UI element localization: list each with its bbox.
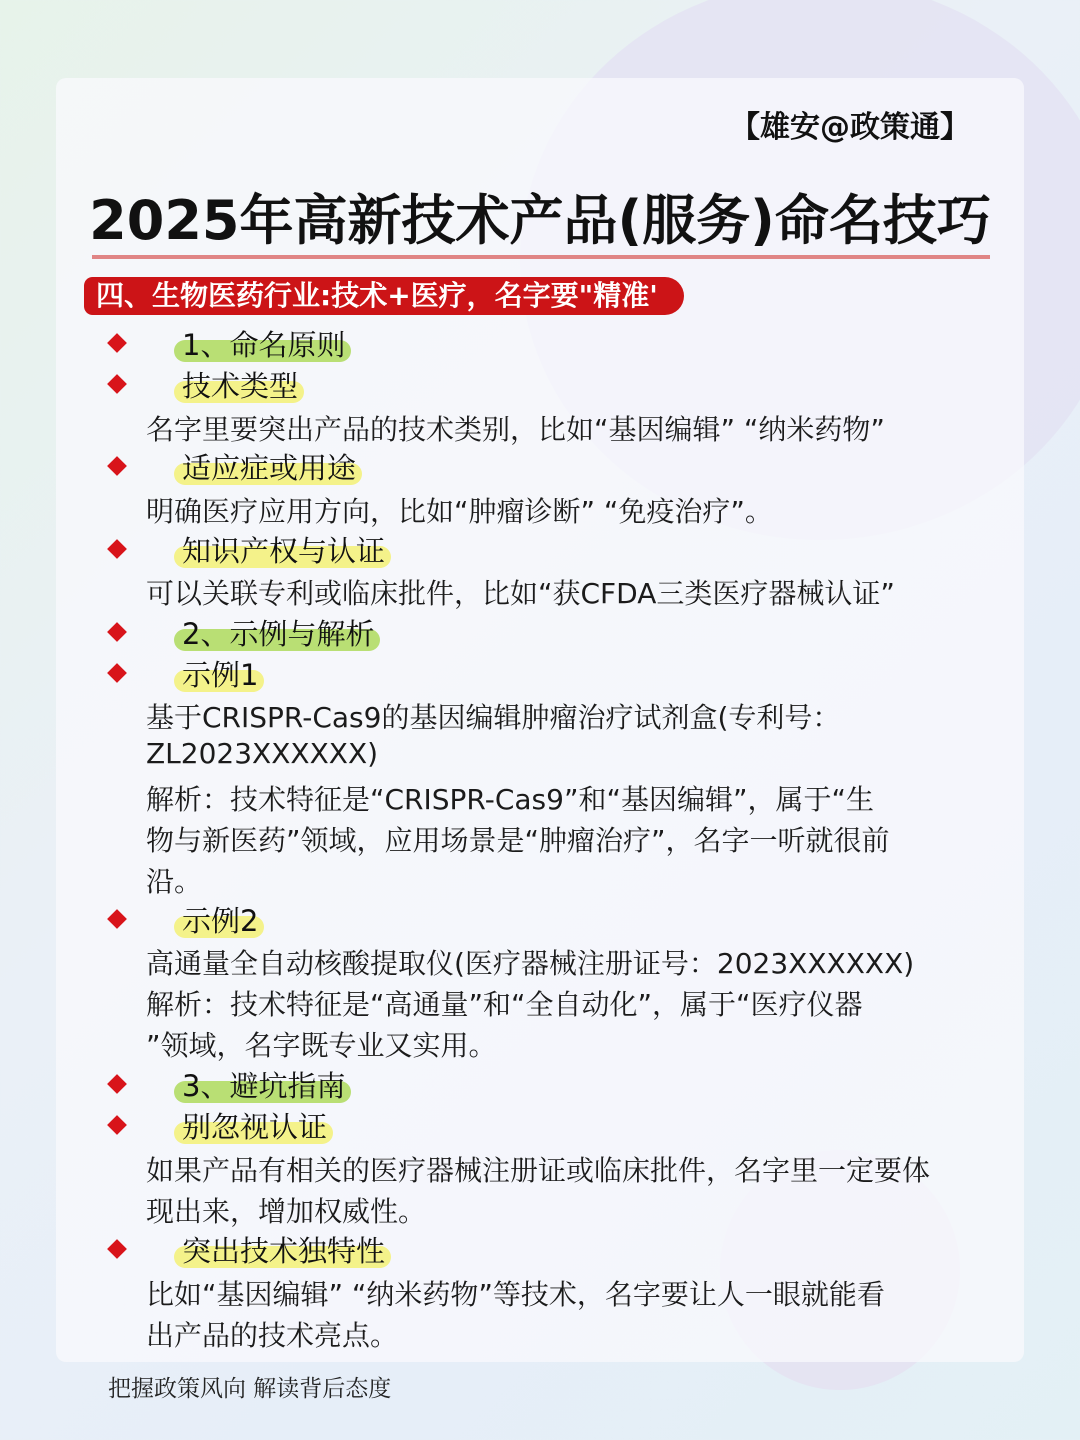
heading-highlight [174, 328, 351, 364]
body-line: ”领域，名字既专业又实用。 [146, 1029, 497, 1062]
diamond-bullet-icon [107, 1239, 127, 1259]
diamond-bullet-icon [107, 456, 127, 476]
heading-text: 突出技术独特性 [182, 1234, 386, 1268]
body-line: 解析：技术特征是“CRISPR-Cas9”和“基因编辑”，属于“生 [146, 783, 874, 816]
body-line: 如果产品有相关的医疗器械注册证或临床批件，名字里一定要体 [146, 1154, 931, 1187]
heading-highlight [174, 369, 304, 405]
heading-highlight [174, 1110, 333, 1146]
heading-text: 技术类型 [182, 369, 299, 403]
diamond-bullet-icon [107, 663, 127, 683]
body-line: 名字里要突出产品的技术类别，比如“基因编辑” “纳米药物” [146, 413, 885, 446]
body-line: 基于CRISPR-Cas9的基因编辑肿瘤治疗试剂盒(专利号： [146, 701, 841, 734]
body-line: 可以关联专利或临床批件，比如“获CFDA三类医疗器械认证” [146, 577, 895, 610]
diamond-bullet-icon [107, 909, 127, 929]
body-line: 比如“基因编辑” “纳米药物”等技术，名字要让人一眼就能看 [146, 1278, 885, 1311]
heading-text: 2、示例与解析 [182, 617, 375, 651]
diamond-bullet-icon [107, 539, 127, 559]
heading-text: 别忽视认证 [182, 1110, 328, 1144]
body-line: 沿。 [146, 865, 203, 898]
heading-text: 1、命名原则 [182, 328, 346, 362]
body-line: 出产品的技术亮点。 [146, 1319, 399, 1352]
heading-text: 知识产权与认证 [182, 534, 386, 568]
heading-text: 示例1 [182, 658, 259, 692]
content-card [56, 78, 1024, 1362]
heading-highlight [174, 904, 264, 940]
diamond-bullet-icon [107, 1115, 127, 1135]
brand-label: 【雄安@政策通】 [730, 110, 970, 145]
diamond-bullet-icon [107, 333, 127, 353]
heading-text: 示例2 [182, 904, 259, 938]
body-line: 明确医疗应用方向，比如“肿瘤诊断” “免疫治疗”。 [146, 495, 773, 528]
body-line: 物与新医药”领域，应用场景是“肿瘤治疗”，名字一听就很前 [146, 824, 890, 857]
heading-highlight [174, 1234, 391, 1270]
heading-highlight [174, 658, 264, 694]
heading-text: 3、避坑指南 [182, 1069, 346, 1103]
heading-text: 适应症或用途 [182, 451, 357, 485]
body-line: ZL2023XXXXXX) [146, 737, 379, 770]
heading-highlight [174, 1069, 351, 1105]
heading-highlight [174, 617, 380, 653]
footer-slogan: 把握政策风向 解读背后态度 [108, 1376, 392, 1402]
body-line: 高通量全自动核酸提取仪(医疗器械注册证号：2023XXXXXX) [146, 947, 915, 980]
heading-highlight [174, 534, 391, 570]
body-line: 现出来，增加权威性。 [146, 1195, 427, 1228]
diamond-bullet-icon [107, 622, 127, 642]
section-badge: 四、生物医药行业:技术+医疗，名字要"精准' [84, 277, 684, 315]
title-divider [92, 255, 990, 259]
diamond-bullet-icon [107, 374, 127, 394]
page-title: 2025年高新技术产品(服务)命名技巧 [89, 189, 991, 252]
diamond-bullet-icon [107, 1074, 127, 1094]
body-line: 解析：技术特征是“高通量”和“全自动化”，属于“医疗仪器 [146, 988, 863, 1021]
heading-highlight [174, 451, 362, 487]
